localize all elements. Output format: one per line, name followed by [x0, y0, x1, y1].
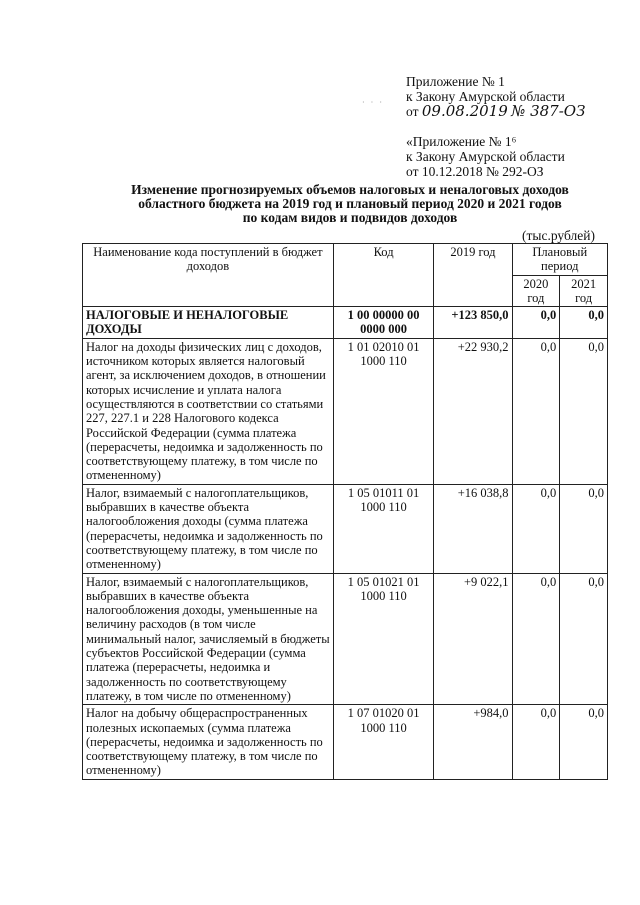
- row-2019: +9 022,1: [434, 573, 512, 705]
- row-2020: 0,0: [512, 573, 560, 705]
- prev-appendix-line3: от 10.12.2018 № 292-ОЗ: [406, 164, 544, 179]
- row-2019: +22 930,2: [434, 338, 512, 484]
- header-2019: 2019 год: [434, 244, 512, 307]
- row-name: Налог, взимаемый с налогоплательщиков, выбравших в качестве объекта налогообложения доходы (сумма платежа (перерасчеты, недоимка и задолженность по соответствующему платежу, в том числе по отмененному): [83, 484, 334, 573]
- document-title: [60, 183, 640, 225]
- row-name: Налог на добычу общераспространенных полезных ископаемых (сумма платежа (перерасчеты, недоимка и задолженность по соответствующему платежу, в том числе по отмененному): [83, 705, 334, 779]
- row-code: 1 07 01020 01 1000 110: [333, 705, 434, 779]
- row-code: 1 05 01011 01 1000 110: [333, 484, 434, 573]
- row-2020: 0,0: [512, 307, 560, 339]
- header-2020: 2020 год: [512, 275, 560, 307]
- row-code: 1 05 01021 01 1000 110: [333, 573, 434, 705]
- header-plan-period: Плановый период: [512, 244, 607, 276]
- row-2020: 0,0: [512, 338, 560, 484]
- row-name: НАЛОГОВЫЕ И НЕНАЛОГОВЫЕ ДОХОДЫ: [83, 307, 334, 339]
- title-line2: областного бюджета на 2019 год и плановый период 2020 и 2021 годов: [138, 196, 562, 211]
- row-name: Налог на доходы физических лиц с доходов, источником которых является налоговый агент, за исключением доходов, в отношении которых исчисление и уплата налога осуществляются в соответствии со статьями 227, 227.1 и 228 Налогового кодекса Российской Федерации (сумма платежа (перерасчеты, недоимка и задолженность по соответствующему платежу, в том числе по отмененному): [83, 338, 334, 484]
- table-row: [83, 307, 608, 339]
- previous-appendix-block: [406, 134, 565, 179]
- revenue-table: [82, 243, 608, 780]
- row-name: Налог, взимаемый с налогоплательщиков, выбравших в качестве объекта налогообложения доходы, уменьшенные на величину расходов (в том числе минимальный налог, зачисляемый в бюджеты субъектов Российской Федерации (сумма платежа (перерасчеты, недоимка и задолженность по соответствующему платежу, в том числе по отмененному): [83, 573, 334, 705]
- handwritten-number: № 387-ОЗ: [511, 102, 586, 120]
- row-2021: 0,0: [560, 338, 608, 484]
- table-row: [83, 573, 608, 705]
- table-row: [83, 705, 608, 779]
- row-2021: 0,0: [560, 573, 608, 705]
- title-line3: по кодам видов и подвидов доходов: [242, 210, 458, 225]
- row-2020: 0,0: [512, 705, 560, 779]
- appendix-block: [406, 74, 585, 119]
- row-2020: 0,0: [512, 484, 560, 573]
- appendix-line2: к Закону Амурской области: [406, 89, 565, 104]
- appendix-from: от: [406, 104, 419, 119]
- row-2021: 0,0: [560, 484, 608, 573]
- row-2019: +984,0: [434, 705, 512, 779]
- row-2019: +16 038,8: [434, 484, 512, 573]
- table-row: [83, 338, 608, 484]
- table-row: [83, 484, 608, 573]
- appendix-line1: Приложение № 1: [406, 74, 505, 89]
- header-2021: 2021 год: [560, 275, 608, 307]
- title-line1: Изменение прогнозируемых объемов налоговых и неналоговых доходов: [131, 182, 569, 197]
- prev-appendix-line2: к Закону Амурской области: [406, 149, 565, 164]
- handwritten-date: 09.08.2019: [421, 102, 508, 120]
- row-2021: 0,0: [560, 307, 608, 339]
- row-code: 1 01 02010 01 1000 110: [333, 338, 434, 484]
- scan-speck: · · ·: [362, 98, 384, 107]
- appendix-line3: [406, 104, 585, 119]
- header-code: Код: [333, 244, 434, 307]
- row-2019: +123 850,0: [434, 307, 512, 339]
- prev-appendix-line1: «Приложение № 1⁶: [406, 134, 517, 149]
- row-code: 1 00 00000 00 0000 000: [333, 307, 434, 339]
- row-2021: 0,0: [560, 705, 608, 779]
- units-label: (тыс.рублей): [522, 228, 595, 243]
- header-name: Наименование кода поступлений в бюджет доходов: [83, 244, 334, 307]
